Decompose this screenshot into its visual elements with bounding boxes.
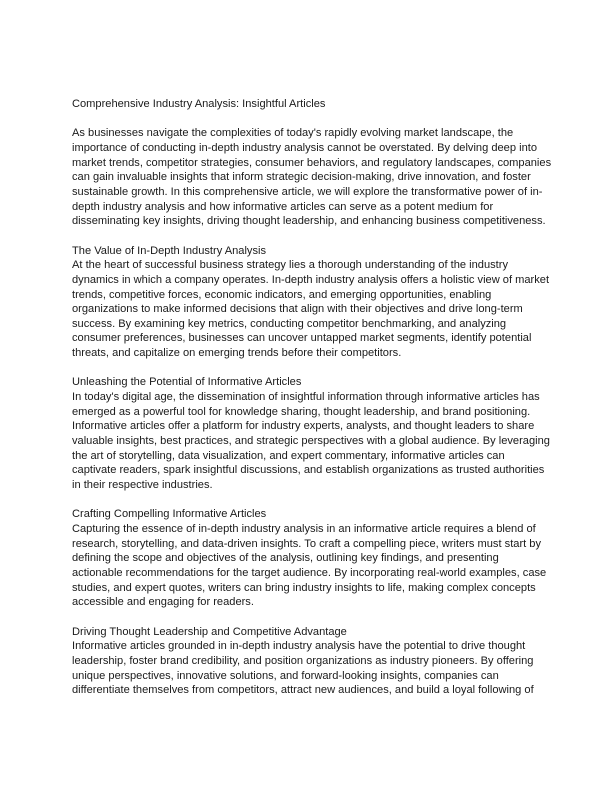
- section-body: In today's digital age, the dissemination of insightful information through informative articles has emerged as a powerful tool for knowledge sharing, thought leadership, and brand positioning. Informative articles offer a platform for industry experts, analysts, and thought leaders to share valuable insights, best practices, and strategic perspectives with a global audience. By leveraging the art of storytelling, data visualization, and expert commentary, informative articles can captivate readers, spark insightful discussions, and establish organizations as trusted authorities in their respective industries.: [72, 391, 550, 492]
- section-crafting-articles: [72, 507, 552, 610]
- section-body: At the heart of successful business strategy lies a thorough understanding of the industry dynamics in which a company operates. In-depth industry analysis offers a holistic view of market trends, competitive forces, economic indicators, and emerging opportunities, enabling organizations to make informed decisions that align with their objectives and drive long-term success. By examining key metrics, conducting competitor benchmarking, and analyzing consumer preferences, businesses can uncover untapped market segments, identify potential threats, and capitalize on emerging trends before their competitors.: [72, 259, 550, 360]
- section-value-of-analysis: [72, 244, 552, 361]
- section-heading: Driving Thought Leadership and Competitive Advantage: [72, 625, 347, 638]
- section-thought-leadership: [72, 625, 552, 698]
- section-heading: Crafting Compelling Informative Articles: [72, 508, 267, 521]
- document-title: Comprehensive Industry Analysis: Insightful Articles: [72, 98, 326, 110]
- section-heading: The Value of In-Depth Industry Analysis: [72, 244, 267, 257]
- section-body: Capturing the essence of in-depth industry analysis in an informative article requires a blend of research, storytelling, and data-driven insights. To craft a compelling piece, writers must start by defining the scope and objectives of the analysis, outlining key findings, and presenting actionable recommendations for the target audience. By incorporating real-world examples, case studies, and expert quotes, writers can bring industry insights to life, making complex concepts accessible and engaging for readers.: [72, 522, 547, 609]
- section-informative-articles: [72, 375, 552, 492]
- section-body: Informative articles grounded in in-depth industry analysis have the potential to drive thought leadership, foster brand credibility, and position organizations as industry pioneers. By offering unique perspectives, innovative solutions, and forward-looking insights, companies can differentiate themselves from competitors, attract new audiences, and build a loyal following of: [72, 640, 534, 697]
- intro-paragraph: As businesses navigate the complexities of today's rapidly evolving market landscape, the importance of conducting in-depth industry analysis cannot be overstated. By delving deep into market trends, competitor strategies, consumer behaviors, and regulatory landscapes, companies can gain invaluable insights that inform strategic decision-making, drive innovation, and foster sustainable growth. In this comprehensive article, we will explore the transformative power of in-depth industry analysis and how informative articles can serve as a potent medium for disseminating key insights, driving thought leadership, and enhancing business competitiveness.: [72, 127, 552, 228]
- document-page: [72, 97, 552, 712]
- section-heading: Unleashing the Potential of Informative Articles: [72, 376, 302, 389]
